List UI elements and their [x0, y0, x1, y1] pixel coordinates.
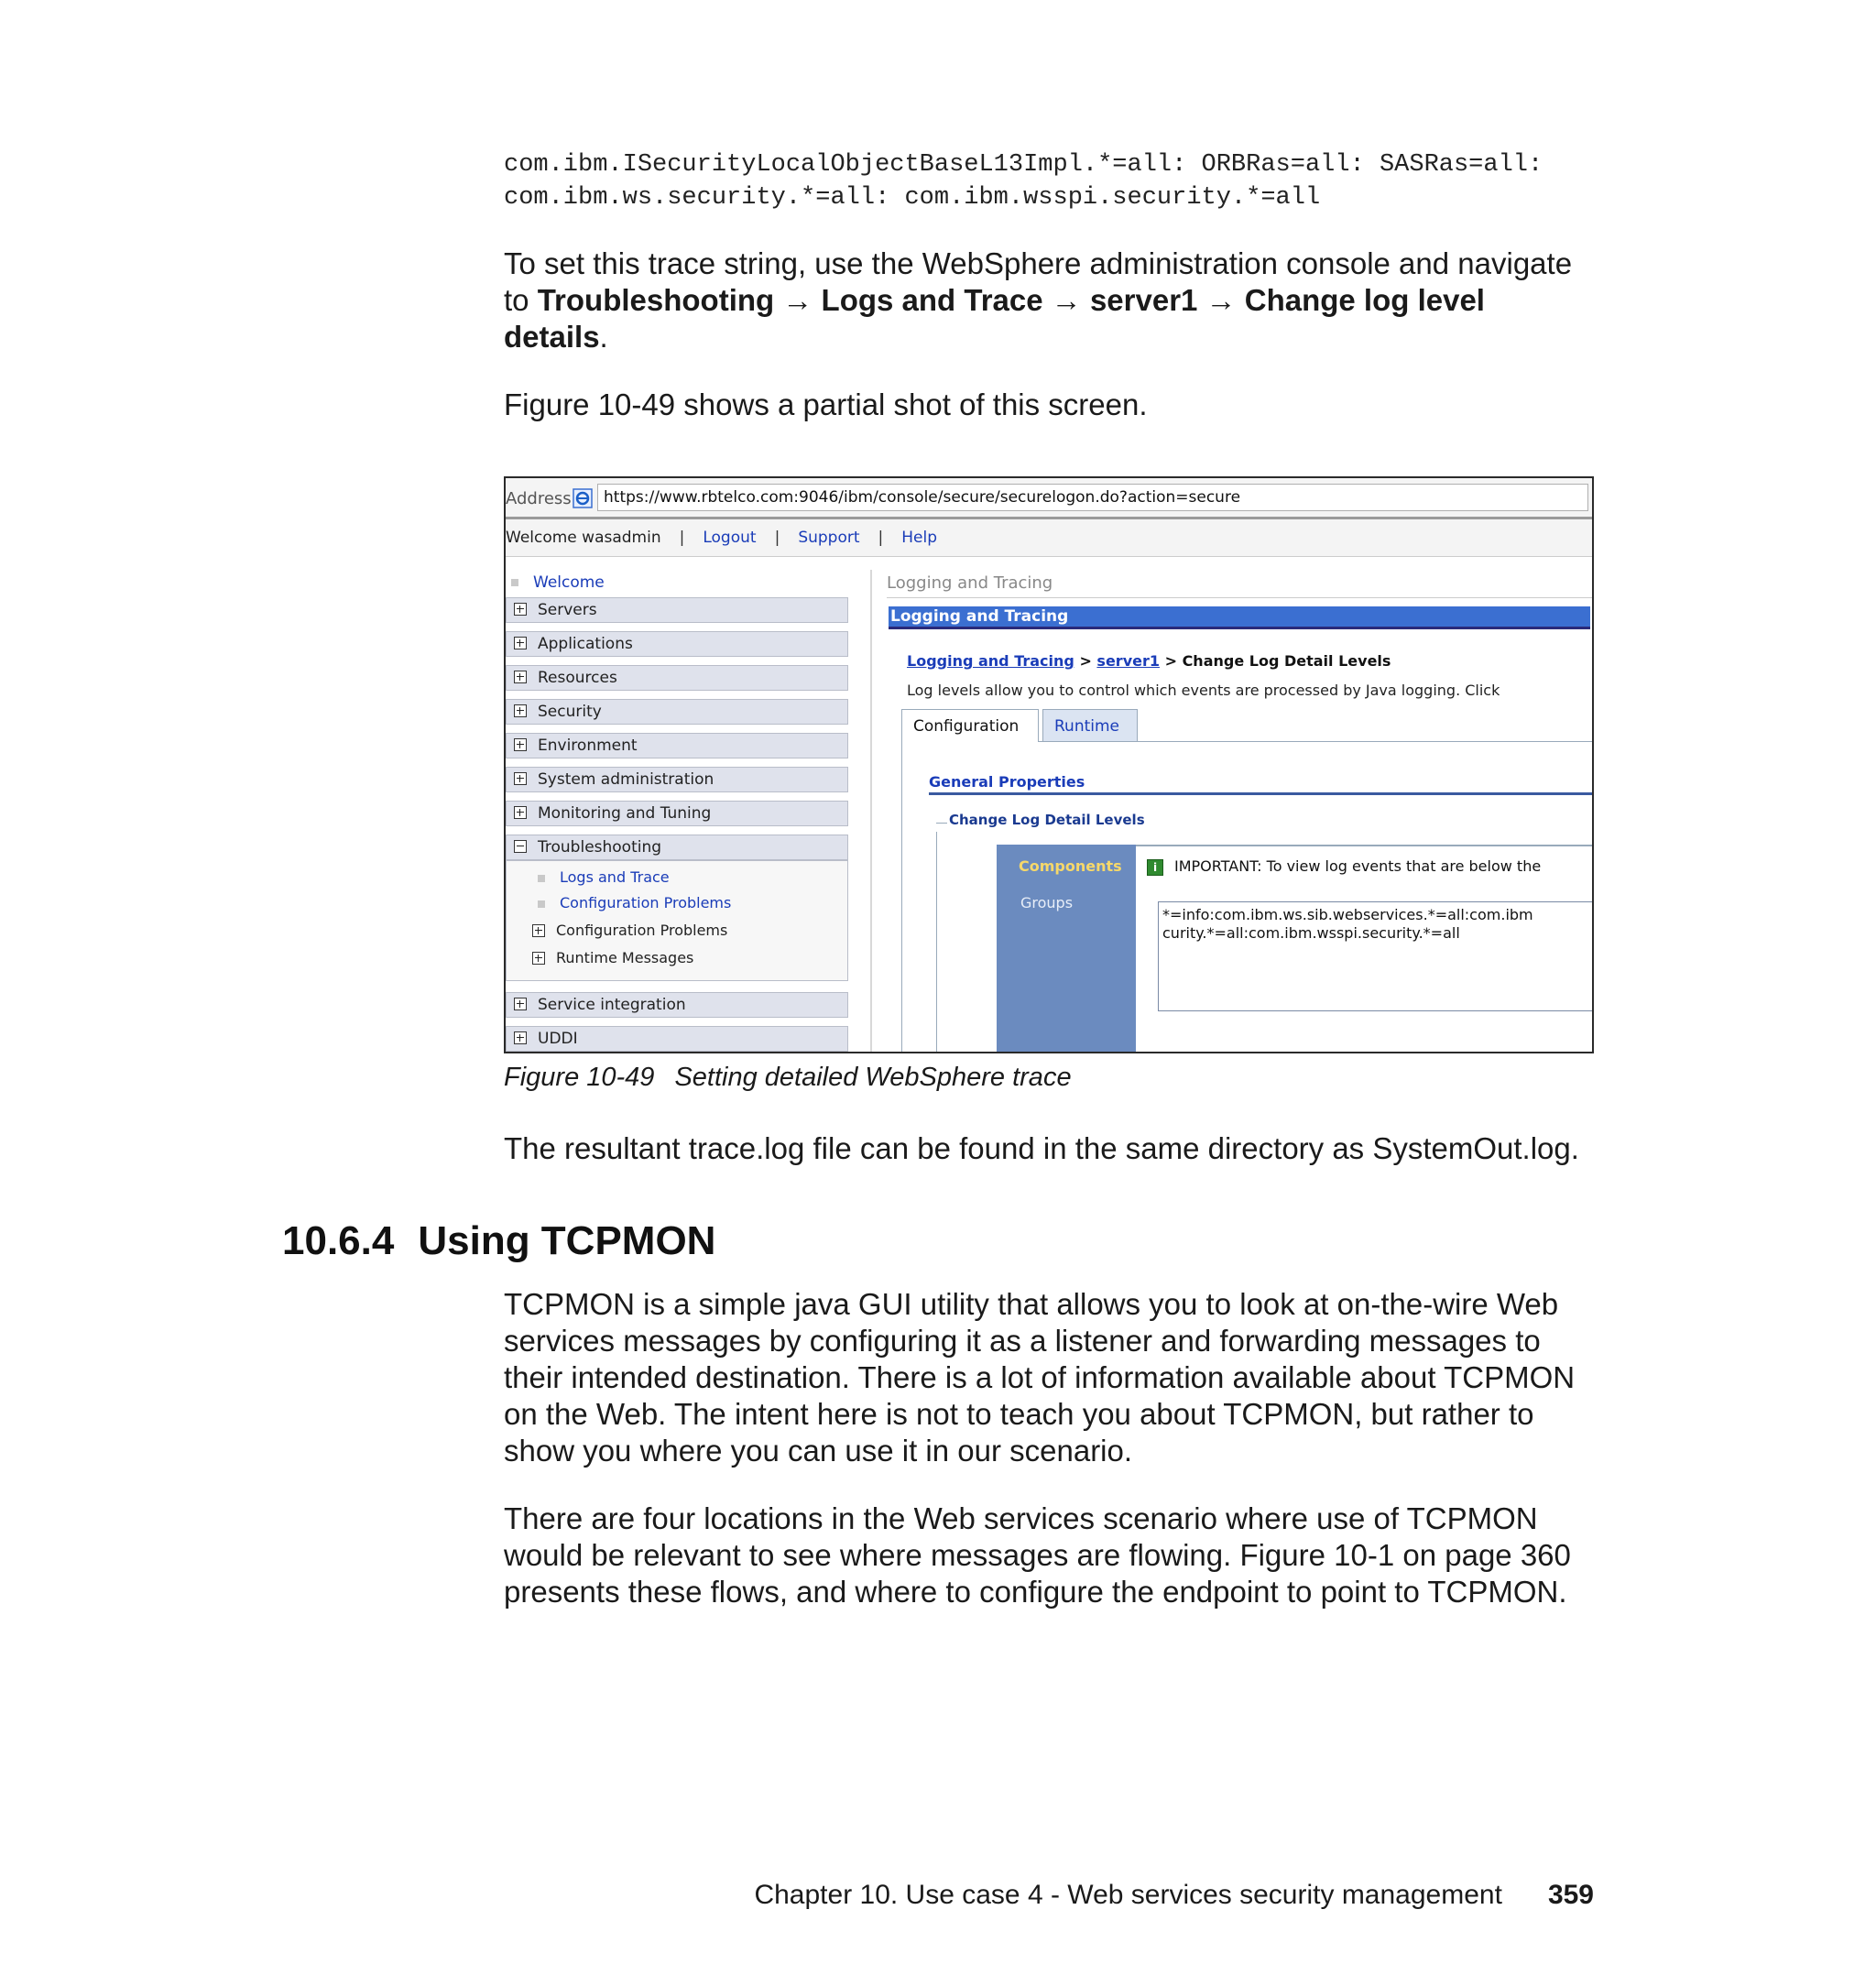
url-field[interactable]: https://www.rbtelco.com:9046/ibm/console/secure/securelogon.do?action=secure — [597, 484, 1588, 511]
expand-icon[interactable] — [514, 806, 527, 819]
welcome-user: Welcome wasadmin — [506, 529, 661, 547]
bullet-icon — [538, 900, 545, 908]
content-pane — [872, 566, 1592, 1053]
breadcrumb: Logging and Tracing > server1 > Change Log Detail Levels — [907, 652, 1391, 670]
nav-welcome-link[interactable]: Welcome — [511, 573, 605, 592]
code-block — [504, 148, 1543, 214]
general-properties-heading: General Properties — [929, 773, 1085, 791]
section-number: 10.6.4 — [282, 1218, 395, 1263]
browser-page-icon — [572, 487, 594, 509]
logout-link[interactable]: Logout — [703, 529, 757, 547]
change-log-levels-label: Change Log Detail Levels — [949, 812, 1145, 828]
expand-icon[interactable] — [532, 924, 545, 937]
nav-item-monitoring[interactable]: Monitoring and Tuning — [506, 801, 848, 826]
code-line: com.ibm.ws.security.*=all: com.ibm.wsspi.security.*=all — [504, 184, 1321, 212]
nav-item-servers[interactable]: Servers — [506, 597, 848, 623]
tab-configuration[interactable]: Configuration — [901, 709, 1039, 742]
paragraph-tcpmon-locations: There are four locations in the Web services scenario where use of TCPMON would be relevant to see where messages are flowing. Figure 10-1 on page 360 presents these flows, and where to configure the endpoint to point to TCPMON. — [504, 1501, 1571, 1609]
nav-item-system-administration[interactable]: System administration — [506, 767, 848, 792]
troubleshooting-subtree — [506, 860, 848, 981]
expand-icon[interactable] — [514, 738, 527, 751]
expand-icon[interactable] — [514, 603, 527, 616]
tab-rule — [1039, 741, 1592, 742]
nav-step-change-level: Change log level details — [504, 283, 1485, 354]
help-link[interactable]: Help — [901, 529, 938, 547]
page-number: 359 — [1547, 1880, 1594, 1910]
collapse-icon[interactable] — [514, 840, 527, 853]
figure-caption: Figure 10-49 Setting detailed WebSphere trace — [504, 1063, 1072, 1092]
nav-item-security[interactable]: Security — [506, 699, 848, 725]
console-screenshot — [504, 476, 1594, 1053]
breadcrumb-logging-link[interactable]: Logging and Tracing — [907, 652, 1074, 670]
bullet-icon — [538, 875, 545, 882]
paragraph-trace-log: The resultant trace.log file can be found in the same directory as SystemOut.log. — [504, 1131, 1579, 1165]
nav-step-logs: Logs and Trace — [821, 283, 1043, 317]
expand-icon[interactable] — [514, 637, 527, 649]
nav-step-troubleshooting: Troubleshooting — [537, 283, 775, 317]
expand-icon[interactable] — [514, 772, 527, 785]
page-description: Log levels allow you to control which events are processed by Java logging. Click — [907, 682, 1500, 699]
fieldset-border — [936, 832, 937, 1053]
nav-sub-configuration-problems[interactable]: Configuration Problems — [525, 922, 727, 939]
bullet-icon — [511, 579, 518, 586]
content-title: Logging and Tracing — [887, 573, 1053, 593]
page-footer — [754, 1880, 1594, 1911]
general-properties-rule — [929, 792, 1592, 795]
components-groups-panel — [997, 845, 1136, 1053]
nav-sub-logs-and-trace[interactable]: Logs and Trace — [538, 868, 670, 886]
expand-icon[interactable] — [514, 671, 527, 683]
expand-icon[interactable] — [514, 704, 527, 717]
nav-item-resources[interactable]: Resources — [506, 665, 848, 691]
nav-sub-runtime-messages[interactable]: Runtime Messages — [525, 949, 693, 966]
groups-tab[interactable]: Groups — [1020, 894, 1074, 911]
paragraph-figure-ref: Figure 10-49 shows a partial shot of this screen. — [504, 387, 1148, 421]
tab-strip — [901, 709, 1592, 742]
tab-panel-border — [901, 741, 902, 1053]
breadcrumb-server-link[interactable]: server1 — [1096, 652, 1160, 670]
title-rule — [887, 597, 1592, 598]
nav-step-server: server1 — [1089, 283, 1198, 317]
important-note: i IMPORTANT: To view log events that are below the — [1147, 857, 1541, 876]
components-tab[interactable]: Components — [1019, 857, 1122, 875]
nav-item-troubleshooting[interactable]: Troubleshooting — [506, 835, 848, 860]
fieldset-border — [936, 823, 947, 824]
section-heading — [282, 1218, 715, 1264]
chapter-title: Chapter 10. Use case 4 - Web services security management — [754, 1880, 1502, 1910]
breadcrumb-current: Change Log Detail Levels — [1182, 652, 1391, 670]
address-label: Address — [506, 489, 572, 508]
nav-item-service-integration[interactable]: Service integration — [506, 992, 848, 1018]
navigation-tree — [506, 566, 850, 1053]
trace-specification-textarea[interactable]: *=info:com.ibm.ws.sib.webservices.*=all:com.ibm curity.*=all:com.ibm.wsspi.security.*=all — [1158, 901, 1594, 1011]
expand-icon[interactable] — [514, 1031, 527, 1044]
paragraph-navigation: To set this trace string, use the WebSphere administration console and navigate to Troubleshooting → Logs and Trace → server1 → Change log level details. — [504, 246, 1573, 354]
tab-runtime[interactable]: Runtime — [1042, 709, 1138, 742]
section-title: Using TCPMON — [418, 1218, 716, 1263]
nav-item-uddi[interactable]: UDDI — [506, 1026, 848, 1052]
nav-item-applications[interactable]: Applications — [506, 631, 848, 657]
nav-item-environment[interactable]: Environment — [506, 733, 848, 758]
nav-sub-configuration-problems-link[interactable]: Configuration Problems — [538, 894, 731, 911]
support-link[interactable]: Support — [798, 529, 860, 547]
address-bar — [506, 478, 1592, 519]
paragraph-tcpmon-intro: TCPMON is a simple java GUI utility that allows you to look at on-the-wire Web services messages by configuring it as a listener and forwarding messages to their intended destination. There is a lot of information available about TCPMON on the Web. The intent here is not to teach you about TCPMON, but rather to show you where you can use it in our scenario. — [504, 1287, 1576, 1468]
code-line: com.ibm.ISecurityLocalObjectBaseL13Impl.*=all: ORBRas=all: SASRas=all: — [504, 151, 1543, 179]
portlet-title-bar: Logging and Tracing — [889, 606, 1590, 629]
info-icon[interactable]: i — [1147, 859, 1163, 876]
console-header: Welcome wasadmin | Logout | Support | Help — [506, 519, 1592, 557]
expand-icon[interactable] — [514, 998, 527, 1010]
expand-icon[interactable] — [532, 952, 545, 965]
panel-rule — [1136, 845, 1592, 846]
